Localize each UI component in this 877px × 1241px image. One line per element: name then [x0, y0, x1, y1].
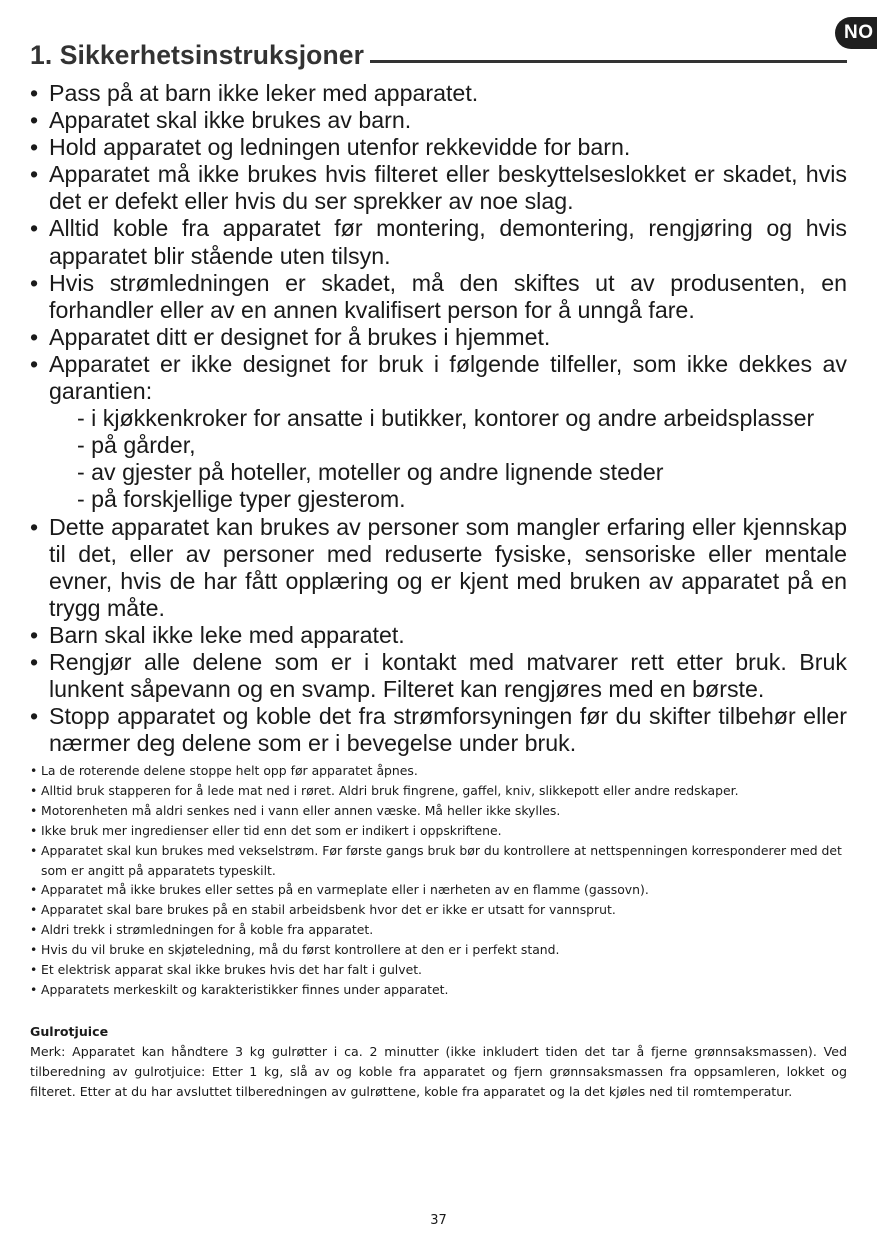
safety-list-item-text: Alltid koble fra apparatet før montering, demontering, rengjøring og hvis apparatet blir stående uten tilsyn. — [49, 215, 847, 269]
small-list-item-text: Apparatet skal kun brukes med vekselstrøm. Før første gangs bruk bør du kontrollere at nettspenningen korresponderer med det som er angitt på apparatets typeskilt. — [41, 842, 842, 878]
bullet-icon: • — [30, 323, 39, 350]
bullet-icon: • — [30, 215, 39, 242]
page-number: 37 — [430, 1213, 447, 1228]
bullet-icon: • — [30, 802, 38, 818]
exclusion-sublist-item: - på forskjellige typer gjesterom. — [77, 486, 406, 513]
section-heading-row — [30, 38, 847, 72]
bullet-icon: • — [30, 648, 39, 675]
small-list-item-text: Motorenheten må aldri senkes ned i vann eller annen væske. Må heller ikke skylles. — [41, 802, 561, 818]
small-list-item-text: Apparatet skal bare brukes på en stabil arbeidsbenk hvor det er ikke er utsatt for vannsprut. — [41, 902, 616, 918]
exclusion-sublist-item: - på gårder, — [77, 432, 196, 459]
small-list-item — [30, 940, 847, 960]
safety-list-item — [30, 514, 847, 622]
safety-list-item-text: Apparatet ditt er designet for å brukes i hjemmet. — [49, 323, 551, 350]
safety-list-item — [30, 134, 847, 161]
small-list-item-text: Et elektrisk apparat skal ikke brukes hvis det har falt i gulvet. — [41, 962, 422, 978]
carrot-juice-section — [30, 1022, 847, 1102]
bullet-icon: • — [30, 922, 38, 938]
bullet-icon: • — [30, 80, 39, 106]
page-title: 1. Sikkerhetsinstruksjoner — [30, 39, 364, 70]
small-list-item — [30, 821, 847, 841]
small-list-item-text: Aldri trekk i strømledningen for å koble fra apparatet. — [41, 922, 374, 938]
small-list-item-text: La de roterende delene stoppe helt opp før apparatet åpnes. — [41, 763, 418, 778]
safety-list-item-text: Hold apparatet og ledningen utenfor rekkevidde for barn. — [49, 134, 631, 161]
safety-list-item-text: Apparatet skal ikke brukes av barn. — [49, 107, 412, 134]
additional-safety-list — [30, 761, 847, 1000]
exclusion-sublist — [49, 405, 847, 513]
bullet-icon: • — [30, 902, 38, 918]
safety-list-item-text: Barn skal ikke leke med apparatet. — [49, 621, 405, 648]
bullet-icon: • — [30, 703, 39, 730]
language-badge: NO — [835, 17, 877, 49]
small-list-item-text: Hvis du vil bruke en skjøteledning, må du først kontrollere at den er i perfekt stand. — [41, 942, 560, 958]
bullet-icon: • — [30, 782, 38, 798]
small-list-item — [30, 781, 847, 801]
small-list-item — [30, 900, 847, 920]
bullet-icon: • — [30, 942, 38, 958]
bullet-icon: • — [30, 763, 38, 778]
bullet-icon: • — [30, 822, 38, 838]
exclusion-sublist-item: - av gjester på hoteller, moteller og andre lignende steder — [77, 459, 664, 486]
bullet-icon: • — [30, 269, 39, 296]
carrot-juice-body: Merk: Apparatet kan håndtere 3 kg gulrøtter i ca. 2 minutter (ikke inkludert tiden det tar å fjerne grønnsaksmassen). Ved tilberedning av gulrotjuice: Etter 1 kg, slå av og koble fra apparatet og fjern grønnsaksmassen fra oppsamleren, lokket og filteret. Etter at du har avsluttet tilberedningen av gulrøttene, koble fra apparatet og la det kjøles ned til romtemperatur. — [30, 1044, 847, 1099]
safety-list-item — [30, 649, 847, 703]
bullet-icon: • — [30, 842, 38, 858]
bullet-icon: • — [30, 621, 39, 648]
safety-list-item-text: Apparatet må ikke brukes hvis filteret eller beskyttelseslokket er skadet, hvis det er defekt eller hvis du ser sprekker av noe slag. — [49, 161, 847, 215]
small-list-item-text: Apparatets merkeskilt og karakteristikker finnes under apparatet. — [41, 981, 449, 997]
safety-list-item — [30, 80, 847, 107]
small-list-item — [30, 980, 847, 1000]
safety-list-item-text: Stopp apparatet og koble det fra strømforsyningen før du skifter tilbehør eller nærmer deg delene som er i bevegelse under bruk. — [49, 703, 847, 757]
bullet-icon: • — [30, 350, 39, 377]
safety-list-item — [30, 351, 847, 514]
safety-list-item — [30, 324, 847, 351]
bullet-icon: • — [30, 134, 39, 161]
small-list-item-text: Alltid bruk stapperen for å lede mat ned i røret. Aldri bruk fingrene, gaffel, kniv, slikkepott eller andre redskaper. — [41, 782, 739, 798]
small-list-item — [30, 880, 847, 900]
bullet-icon: • — [30, 882, 38, 898]
safety-list-item-text: Pass på at barn ikke leker med apparatet. — [49, 80, 479, 106]
small-list-item — [30, 960, 847, 980]
small-list-item — [30, 841, 847, 881]
bullet-icon: • — [30, 161, 39, 188]
safety-list-item-text: Rengjør alle delene som er i kontakt med matvarer rett etter bruk. Bruk lunkent såpevann og en svamp. Filteret kan rengjøres med en børste. — [49, 648, 847, 703]
safety-list-item — [30, 161, 847, 215]
small-list-item-text: Ikke bruk mer ingredienser eller tid enn det som er indikert i oppskriftene. — [41, 822, 502, 838]
safety-list-item — [30, 703, 847, 757]
safety-list-item — [30, 622, 847, 649]
safety-instructions-list — [30, 80, 847, 757]
bullet-icon: • — [30, 962, 38, 978]
heading-rule-divider — [370, 60, 847, 63]
carrot-juice-title: Gulrotjuice — [30, 1024, 109, 1039]
bullet-icon: • — [30, 107, 39, 134]
small-list-item-text: Apparatet må ikke brukes eller settes på en varmeplate eller i nærheten av en flamme (gassovn). — [41, 882, 649, 898]
safety-list-item-text: Apparatet er ikke designet for bruk i følgende tilfeller, som ikke dekkes av garantien: — [49, 350, 847, 405]
safety-list-item — [30, 270, 847, 324]
exclusion-sublist-item: - i kjøkkenkroker for ansatte i butikker, kontorer og andre arbeidsplasser — [77, 405, 815, 432]
safety-list-item-text: Dette apparatet kan brukes av personer som mangler erfaring eller kjennskap til det, eller av personer med reduserte fysiske, sensoriske eller mentale evner, hvis de har fått opplæring og er kjent med bruken av apparatet på en trygg måte. — [49, 513, 847, 621]
small-list-item — [30, 920, 847, 940]
safety-list-item — [30, 215, 847, 269]
small-list-item — [30, 761, 847, 781]
small-list-item — [30, 801, 847, 821]
safety-list-item — [30, 107, 847, 134]
safety-list-item-text: Hvis strømledningen er skadet, må den skiftes ut av produsenten, en forhandler eller av en annen kvalifisert person for å unngå fare. — [49, 269, 847, 323]
bullet-icon: • — [30, 513, 39, 540]
bullet-icon: • — [30, 981, 38, 997]
